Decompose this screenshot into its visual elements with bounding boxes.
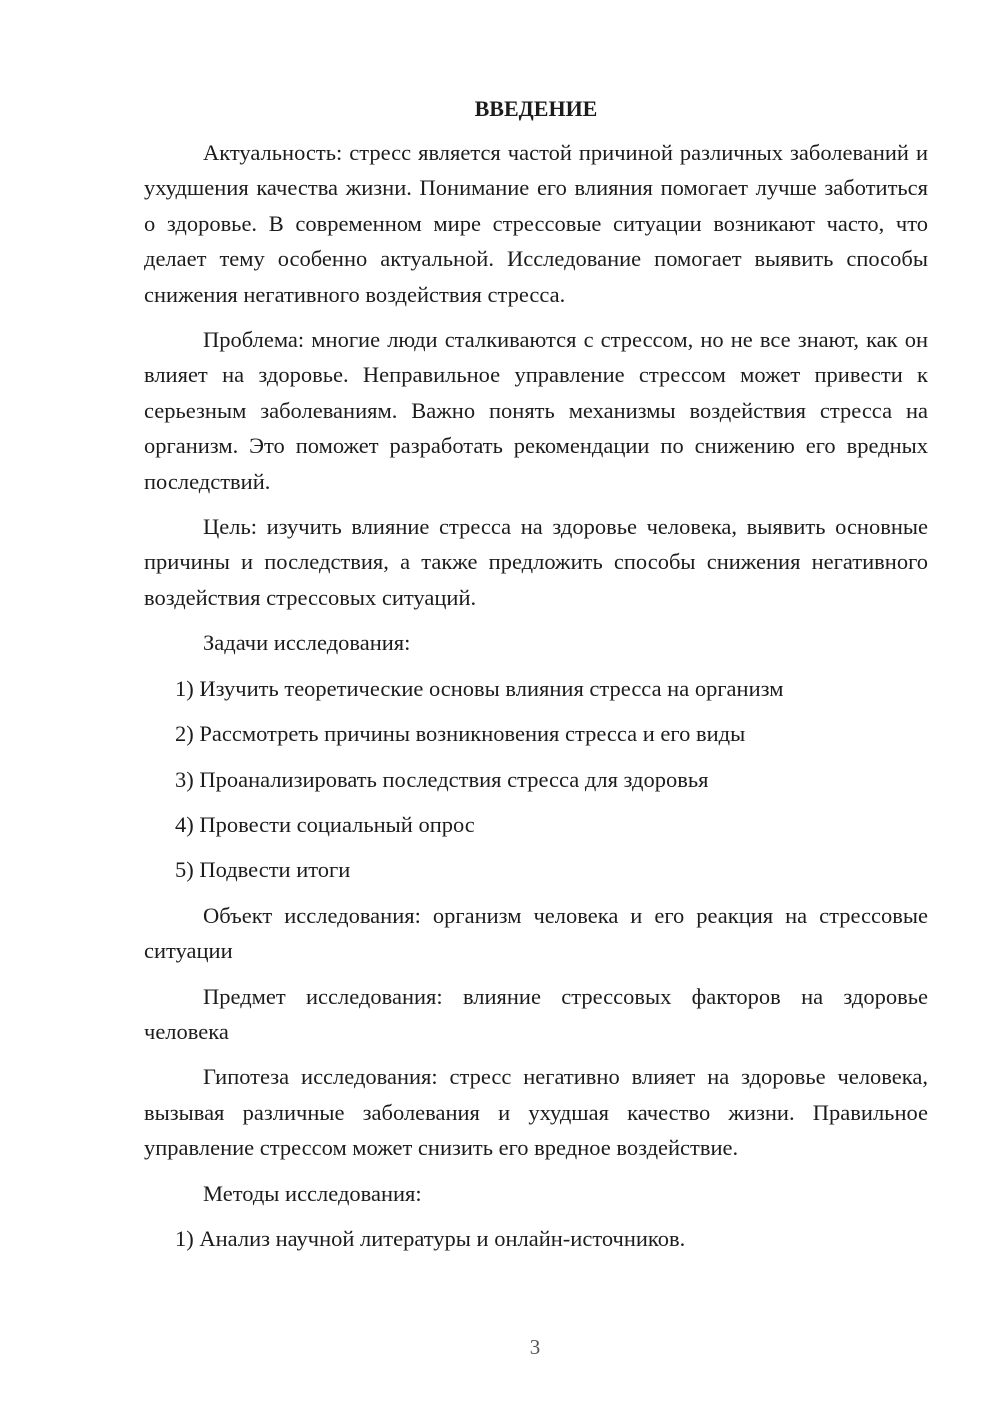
task-item: 1) Изучить теоретические основы влияния стресса на организм [175, 675, 784, 701]
methods-label: Методы исследования: [203, 1180, 422, 1206]
method-item: 1) Анализ научной литературы и онлайн-источников. [175, 1225, 686, 1251]
goal-paragraph: Цель: изучить влияние стресса на здоровье человека, выявить основные причины и последствия, а также предложить способы снижения негативного воздействия стрессовых ситуаций. [144, 514, 928, 610]
page-number: 3 [529, 1335, 541, 1359]
object-paragraph: Объект исследования: организм человека и его реакция на стрессовые ситуации [144, 902, 928, 964]
subject-paragraph: Предмет исследования: влияние стрессовых факторов на здоровье человека [144, 983, 928, 1044]
task-item: 4) Провести социальный опрос [175, 811, 475, 837]
page-content [144, 90, 928, 1266]
task-item: 3) Проанализировать последствия стресса для здоровья [175, 766, 709, 792]
tasks-label: Задачи исследования: [203, 630, 411, 656]
relevance-paragraph: Актуальность: стресс является частой причиной различных заболеваний и ухудшения качества жизни. Понимание его влияния помогает лучше заботиться о здоровье. В современном мире стрессовые ситуации возникают часто, что делает тему особенно актуальной. Исследование помогает выявить способы снижения негативного воздействия стресса. [144, 140, 928, 307]
task-item: 5) Подвести итоги [175, 857, 351, 883]
problem-paragraph: Проблема: многие люди сталкиваются с стрессом, но не все знают, как он влияет на здоровье. Неправильное управление стрессом может привести к серьезным заболеваниям. Важно понять механизмы воздействия стресса на организм. Это поможет разработать рекомендации по снижению его вредных последствий. [144, 327, 928, 494]
task-item: 2) Рассмотреть причины возникновения стресса и его виды [175, 721, 746, 747]
hypothesis-paragraph: Гипотеза исследования: стресс негативно влияет на здоровье человека, вызывая различные заболевания и ухудшая качество жизни. Правильное управление стрессом может снизить его вредное воздействие. [144, 1064, 928, 1161]
section-title: ВВЕДЕНИЕ [474, 96, 598, 121]
